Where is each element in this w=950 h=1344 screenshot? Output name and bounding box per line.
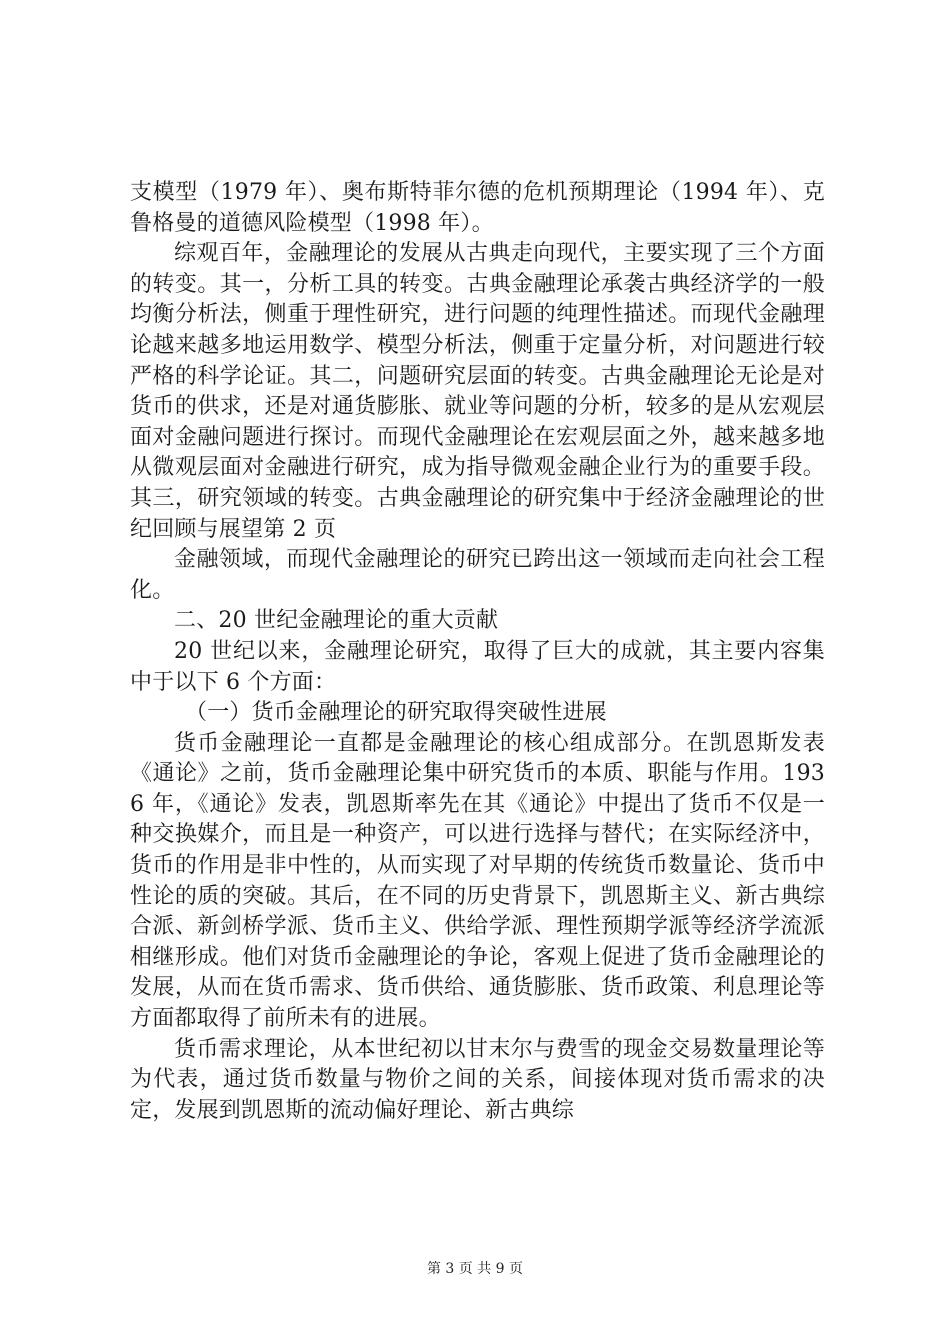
paragraph-continuation: 支模型（1979 年）、奥布斯特菲尔德的危机预期理论（1994 年）、克鲁格曼的道德风险模型（1998 年）。 xyxy=(130,180,825,236)
section-heading: 二、20 世纪金融理论的重大贡献 xyxy=(174,608,499,634)
paragraph-money-demand: 货币需求理论，从本世纪初以甘末尔与费雪的现金交易数量理论等为代表，通过货币数量与物价之间的关系，间接体现对货币需求的决定，发展到凯恩斯的流动偏好理论、新古典综 xyxy=(130,1036,825,1123)
document-body xyxy=(130,178,825,1126)
paragraph-intro: 20 世纪以来，金融理论研究，取得了巨大的成就，其主要内容集中于以下 6 个方面： xyxy=(130,638,825,695)
subsection-heading: （一）货币金融理论的研究取得突破性进展 xyxy=(185,700,607,726)
paragraph-summary: 综观百年，金融理论的发展从古典走向现代，主要实现了三个方面的转变。其一，分析工具的转变。古典金融理论承袭古典经济学的一般均衡分析法，侧重于理性研究，进行问题的纯理性描述。而现代金融理论越来越多地运用数学、模型分析法，侧重于定量分析，对问题进行较严格的科学论证。其二，问题研究层面的转变。古典金融理论无论是对货币的供求，还是对通货膨胀、就业等问题的分析，较多的是从宏观层面对金融问题进行探讨。而现代金融理论在宏观层面之外，越来越多地从微观层面对金融进行研究，成为指导微观金融企业行为的重要手段。其三，研究领域的转变。古典金融理论的研究集中于经济金融理论的世纪回顾与展望第 2 页 xyxy=(130,241,825,542)
page-number-footer: 第 3 页 共 9 页 xyxy=(426,1261,524,1277)
paragraph-monetary-theory: 货币金融理论一直都是金融理论的核心组成部分。在凯恩斯发表《通论》之前，货币金融理论集中研究货币的本质、职能与作用。1936 年，《通论》发表，凯恩斯率先在其《通论》中提出了货币不仅是一种交换媒介，而且是一种资产，可以进行选择与替代；在实际经济中，货币的作用是非中性的，从而实现了对早期的传统货币数量论、货币中性论的质的突破。其后，在不同的历史背景下，凯恩斯主义、新古典综合派、新剑桥学派、货币主义、供给学派、理性预期学派等经济学流派相继形成。他们对货币金融理论的争论，客观上促进了货币金融理论的发展，从而在货币需求、货币供给、通货膨胀、货币政策、利息理论等方面都取得了前所未有的进展。 xyxy=(130,730,825,1032)
paragraph-continuation-2: 金融领域，而现代金融理论的研究已跨出这一领域而走向社会工程化。 xyxy=(130,547,825,603)
